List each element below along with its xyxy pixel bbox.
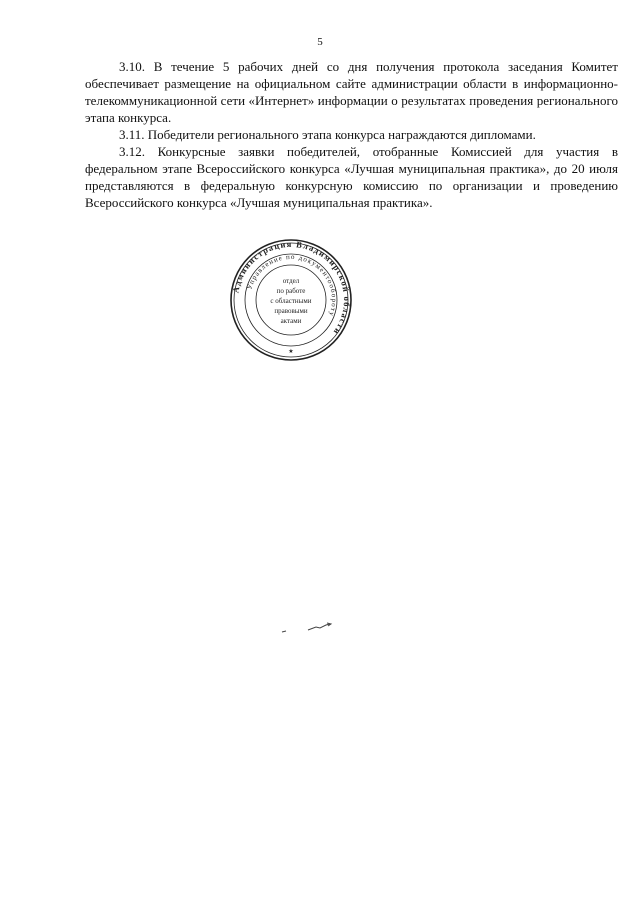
official-seal-stamp	[229, 238, 353, 362]
seal-center-line-5: актами	[280, 317, 302, 325]
seal-center-line-1: отдел	[282, 277, 300, 285]
scan-mark	[280, 618, 340, 638]
document-body	[85, 58, 618, 211]
seal-center-line-4: правовыми	[274, 307, 308, 315]
page-number: 5	[317, 36, 323, 48]
seal-inner-text: Управление по документообороту	[245, 252, 339, 318]
seal-center-line-2: по работе	[276, 287, 306, 295]
seal-star-icon: ★	[288, 349, 294, 355]
seal-center-line-3: с областными	[270, 297, 312, 305]
seal-outer-text: Администрация Владимирской области	[230, 238, 353, 338]
paragraph-3-11: 3.11. Победители регионального этапа конкурса награждаются дипломами.	[119, 127, 536, 142]
seal-graphic	[229, 238, 353, 362]
paragraph-3-12: 3.12. Конкурсные заявки победителей, отобранные Комиссией для участия в федеральном этапе Всероссийского конкурса «Лучшая муниципальная практика», до 20 июля представляются в федеральную конкурсную комиссию по организации и проведению Всероссийского конкурса «Лучшая муниципальная практика».	[85, 144, 618, 210]
paragraph-3-10: 3.10. В течение 5 рабочих дней со дня получения протокола заседания Комитет обеспечивает размещение на официальном сайте администрации области в информационно-телекоммуникационной сети «Интернет» информации о результатах проведения регионального этапа конкурса.	[85, 59, 618, 125]
